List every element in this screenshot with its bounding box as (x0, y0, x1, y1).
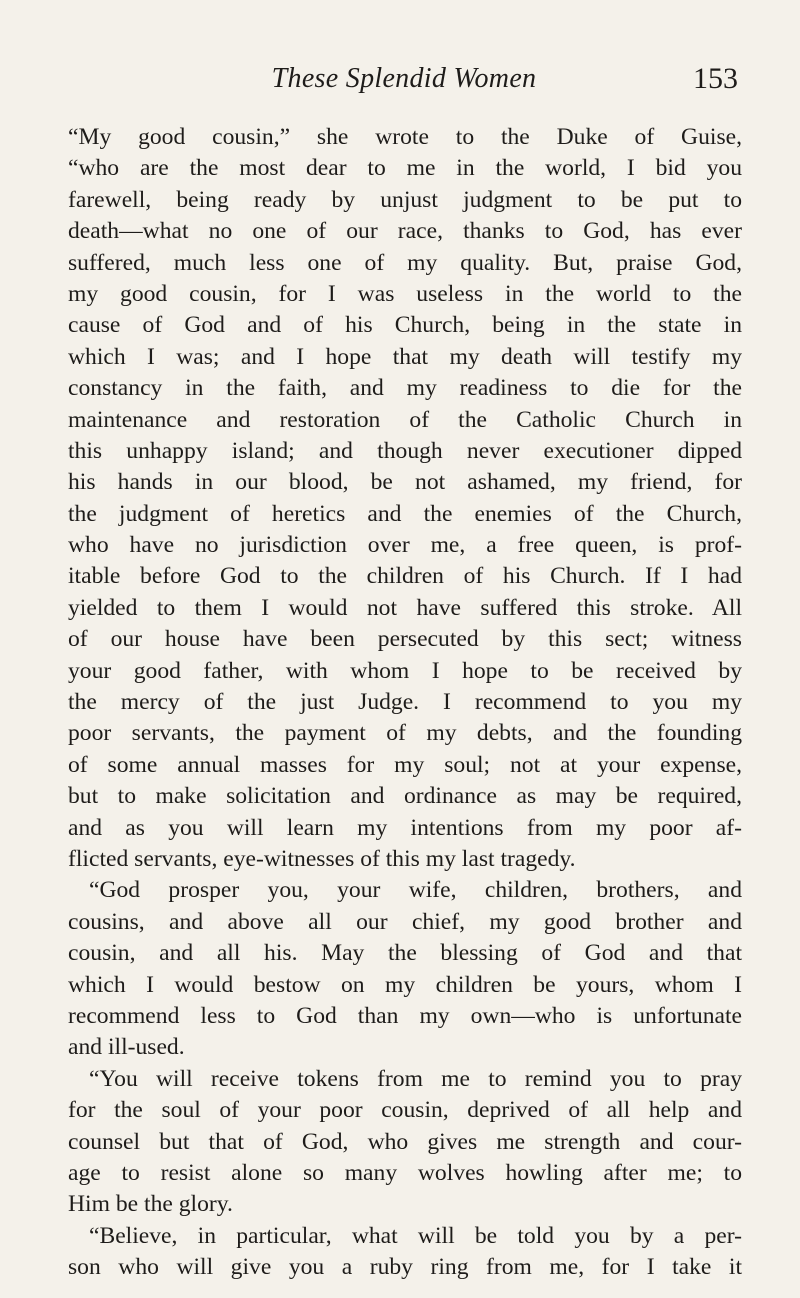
text-line: “You will receive tokens from me to remind you to pray (89, 1065, 742, 1092)
page-number: 153 (693, 62, 738, 95)
text-line: age to resist alone so many wolves howling after me; to (68, 1159, 742, 1186)
text-line: who have no jurisdiction over me, a free queen, is prof- (68, 532, 742, 559)
text-line: yielded to them I would not have suffered this stroke. All (68, 594, 742, 621)
running-head (68, 62, 740, 102)
text-line: Him be the glory. (68, 1191, 233, 1218)
text-line: cousins, and above all our chief, my good brother and (68, 908, 742, 935)
text-line: son who will give you a ruby ring from me, for I take it (68, 1254, 742, 1281)
text-line: and as you will learn my intentions from my poor af- (68, 814, 742, 841)
text-line: counsel but that of God, who gives me strength and cour- (68, 1128, 742, 1155)
body-text (68, 122, 742, 1283)
text-line: the judgment of heretics and the enemies of the Church, (68, 500, 742, 527)
text-line: and ill-used. (68, 1034, 185, 1061)
running-title: These Splendid Women (271, 63, 537, 94)
text-line: poor servants, the payment of my debts, and the founding (68, 720, 742, 747)
text-line: of some annual masses for my soul; not at your expense, (68, 751, 742, 778)
text-line: cousin, and all his. May the blessing of God and that (68, 940, 742, 967)
text-line: death—what no one of our race, thanks to God, has ever (68, 218, 742, 245)
text-line: which I would bestow on my children be yours, whom I (68, 971, 742, 998)
text-line: “My good cousin,” she wrote to the Duke of Guise, (68, 124, 742, 150)
text-line: his hands in our blood, be not ashamed, my friend, for (68, 469, 742, 496)
text-line: of our house have been persecuted by this sect; witness (68, 626, 742, 653)
text-line: cause of God and of his Church, being in the state in (68, 312, 742, 339)
text-line: suffered, much less one of my quality. But, praise God, (68, 249, 742, 276)
text-line: flicted servants, eye-witnesses of this my last tragedy. (68, 845, 576, 872)
text-line: farewell, being ready by unjust judgment to be put to (68, 186, 742, 213)
text-line: my good cousin, for I was useless in the world to the (68, 280, 742, 307)
text-line: but to make solicitation and ordinance as may be required, (68, 783, 742, 810)
text-line: this unhappy island; and though never executioner dipped (68, 437, 742, 464)
text-line: the mercy of the just Judge. I recommend to you my (68, 689, 742, 716)
text-line: recommend less to God than my own—who is unfortunate (68, 1002, 742, 1029)
text-line: “God prosper you, your wife, children, brothers, and (89, 877, 742, 904)
text-line: itable before God to the children of his Church. If I had (68, 563, 742, 590)
text-line: “who are the most dear to me in the world, I bid you (68, 155, 742, 182)
text-line: for the soul of your poor cousin, deprived of all help and (68, 1097, 742, 1124)
text-line: “Believe, in particular, what will be told you by a per- (89, 1222, 742, 1249)
text-line: maintenance and restoration of the Catholic Church in (68, 406, 742, 433)
text-line: which I was; and I hope that my death will testify my (68, 343, 742, 370)
text-line: constancy in the faith, and my readiness to die for the (68, 375, 742, 402)
text-line: your good father, with whom I hope to be received by (68, 657, 742, 684)
